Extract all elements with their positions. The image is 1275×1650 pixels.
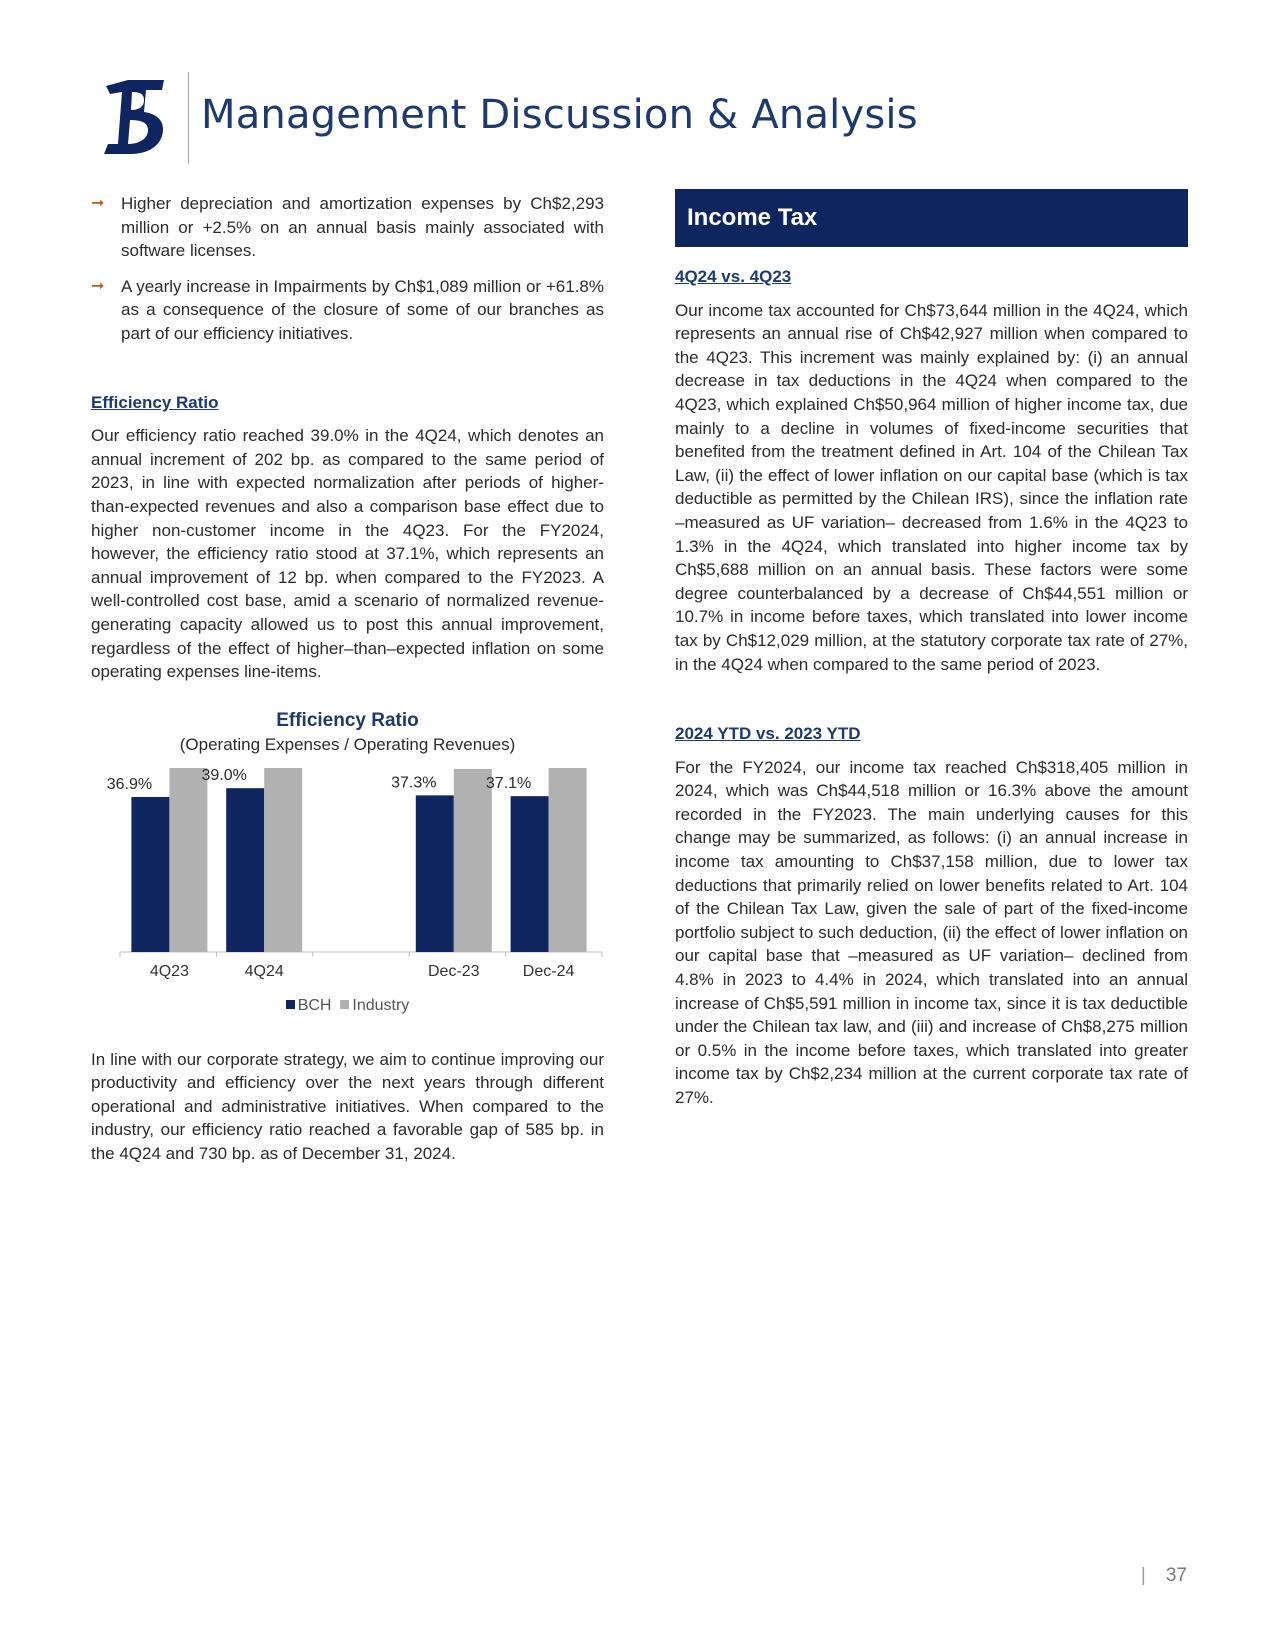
bar-industry-4q24 [264, 768, 302, 952]
chart-plot [91, 768, 604, 998]
x-tick-label: Dec-23 [428, 962, 480, 980]
legend-swatch-bch [286, 1000, 295, 1009]
ytd-paragraph: For the FY2024, our income tax reached Ch$318,405 million in 2024, which was Ch$44,518 million or 16.3% above the amount recorded in the FY2023. The main underlying causes for this change may be summarized, as follows: (i) an annual increase in income tax amounting to Ch$37,158 million, due to lower tax deductions that primarily relied on lower benefits related to Art. 104 of the Chilean Tax Law, given the sale of part of the fixed-income portfolio subject to such deduction, (ii) the effect of lower inflation on our capital base that –measured as UF variation– declined from 4.8% in 2023 to 4.4% in 2024, which translated into an annual increase of Ch$5,591 million in income tax, since it is tax deductible under the Chilean tax law, and (iii) and increase of Ch$8,275 million or 0.5% in the income before taxes, which translated into greater income tax by Ch$2,234 million at the current corporate tax rate of 27%. [675, 757, 1188, 1107]
page-separator: | [1140, 1565, 1146, 1586]
x-tick-label: 4Q24 [244, 962, 284, 980]
bar-bch-4q24 [226, 788, 264, 952]
bullet-item [91, 275, 604, 346]
bar-bch-dec-24 [511, 796, 549, 952]
data-label-bch: 39.0% [201, 767, 247, 784]
legend-label-industry: Industry [352, 996, 410, 1014]
header-divider [188, 72, 189, 164]
page-number [1141, 1565, 1187, 1587]
right-column [675, 192, 1188, 1110]
bar-industry-dec-23 [454, 769, 492, 952]
x-tick-label: 4Q23 [149, 962, 189, 980]
left-column [91, 192, 604, 1166]
quarter-heading: 4Q24 vs. 4Q23 [675, 267, 792, 286]
efficiency-chart [91, 708, 604, 1038]
data-label-bch: 37.3% [391, 774, 437, 792]
efficiency-paragraph: Our efficiency ratio reached 39.0% in the 4Q24, which denotes an annual increment of 202 bp. as compared to the same period of 2023, in line with expected normalization after periods of higher-than-expected revenues and also a comparison base effect due to higher non-customer income in the 4Q23. For the FY2024, however, the efficiency ratio stood at 37.1%, which represents an annual improvement of 12 bp. when compared to the FY2023. A well-controlled cost base, amid a scenario of normalized revenue-generating capacity allowed us to post this annual improvement, regardless of the effect of higher–than–expected inflation on some operating expenses line-items. [91, 426, 604, 682]
chart-subtitle: (Operating Expenses / Operating Revenues) [179, 734, 516, 754]
chart-legend [91, 994, 604, 1018]
chart-title: Efficiency Ratio [276, 709, 419, 731]
quarter-paragraph: Our income tax accounted for Ch$73,644 million in the 4Q24, which represents an annual rise of Ch$42,927 million when compared to the 4Q23. This increment was mainly explained by: (i) an annual decrease in tax deductions in the 4Q24 when compared to the 4Q23, which explained Ch$50,964 million of higher income tax, due mainly to a decline in volumes of fixed-income securities that benefited from the treatment defined in Art. 104 of the Chilean Tax Law, (ii) the effect of lower inflation on our capital base (which is tax deductible as permitted by the Chilean IRS), since the inflation rate –measured as UF variation– decreased from 1.6% in the 4Q23 to 1.3% in the 4Q24, which translated into higher income tax by Ch$5,688 million on an annual basis. These factors were some degree counterbalanced by a decrease of Ch$44,551 million or 10.7% in income before taxes, which translated into lower income tax by Ch$12,029 million, at the statutory corporate tax rate of 27%, in the 4Q24 when compared to the same period of 2023. [675, 300, 1188, 674]
bar-bch-4q23 [131, 797, 169, 952]
data-label-bch: 37.1% [485, 774, 532, 792]
bullet-text: Higher depreciation and amortization expenses by Ch$2,293 million or +2.5% on an annual basis mainly associated with software licenses. [121, 194, 604, 261]
bar-bch-dec-23 [416, 795, 454, 952]
bullet-item [91, 192, 604, 263]
expense-bullets [91, 192, 604, 346]
efficiency-heading: Efficiency Ratio [91, 392, 219, 412]
legend-label-bch: BCH [297, 996, 332, 1014]
x-tick-label: Dec-24 [522, 962, 575, 980]
bank-logo [100, 78, 170, 156]
bar-industry-4q23 [169, 768, 207, 952]
bar-industry-dec-24 [549, 768, 587, 952]
legend-swatch-industry [340, 1000, 349, 1009]
arrow-icon: ➞ [91, 195, 105, 212]
closing-paragraph: In line with our corporate strategy, we aim to continue improving our productivity and efficiency over the next years through different operational and administrative initiatives. When compared to the industry, our efficiency ratio reached a favorable gap of 585 bp. in the 4Q24 and 730 bp. as of December 31, 2024. [91, 1049, 604, 1164]
page-number-value: 37 [1165, 1565, 1187, 1586]
income-tax-banner: Income Tax [675, 189, 1188, 247]
data-label-bch: 36.9% [106, 775, 153, 793]
page-title: Management Discussion & Analysis [201, 92, 918, 138]
ytd-heading: 2024 YTD vs. 2023 YTD [675, 724, 861, 744]
bullet-text: A yearly increase in Impairments by Ch$1,089 million or +61.8% as a consequence of the closure of some of our branches as part of our efficiency initiatives. [121, 276, 604, 343]
arrow-icon: ➞ [91, 277, 105, 295]
